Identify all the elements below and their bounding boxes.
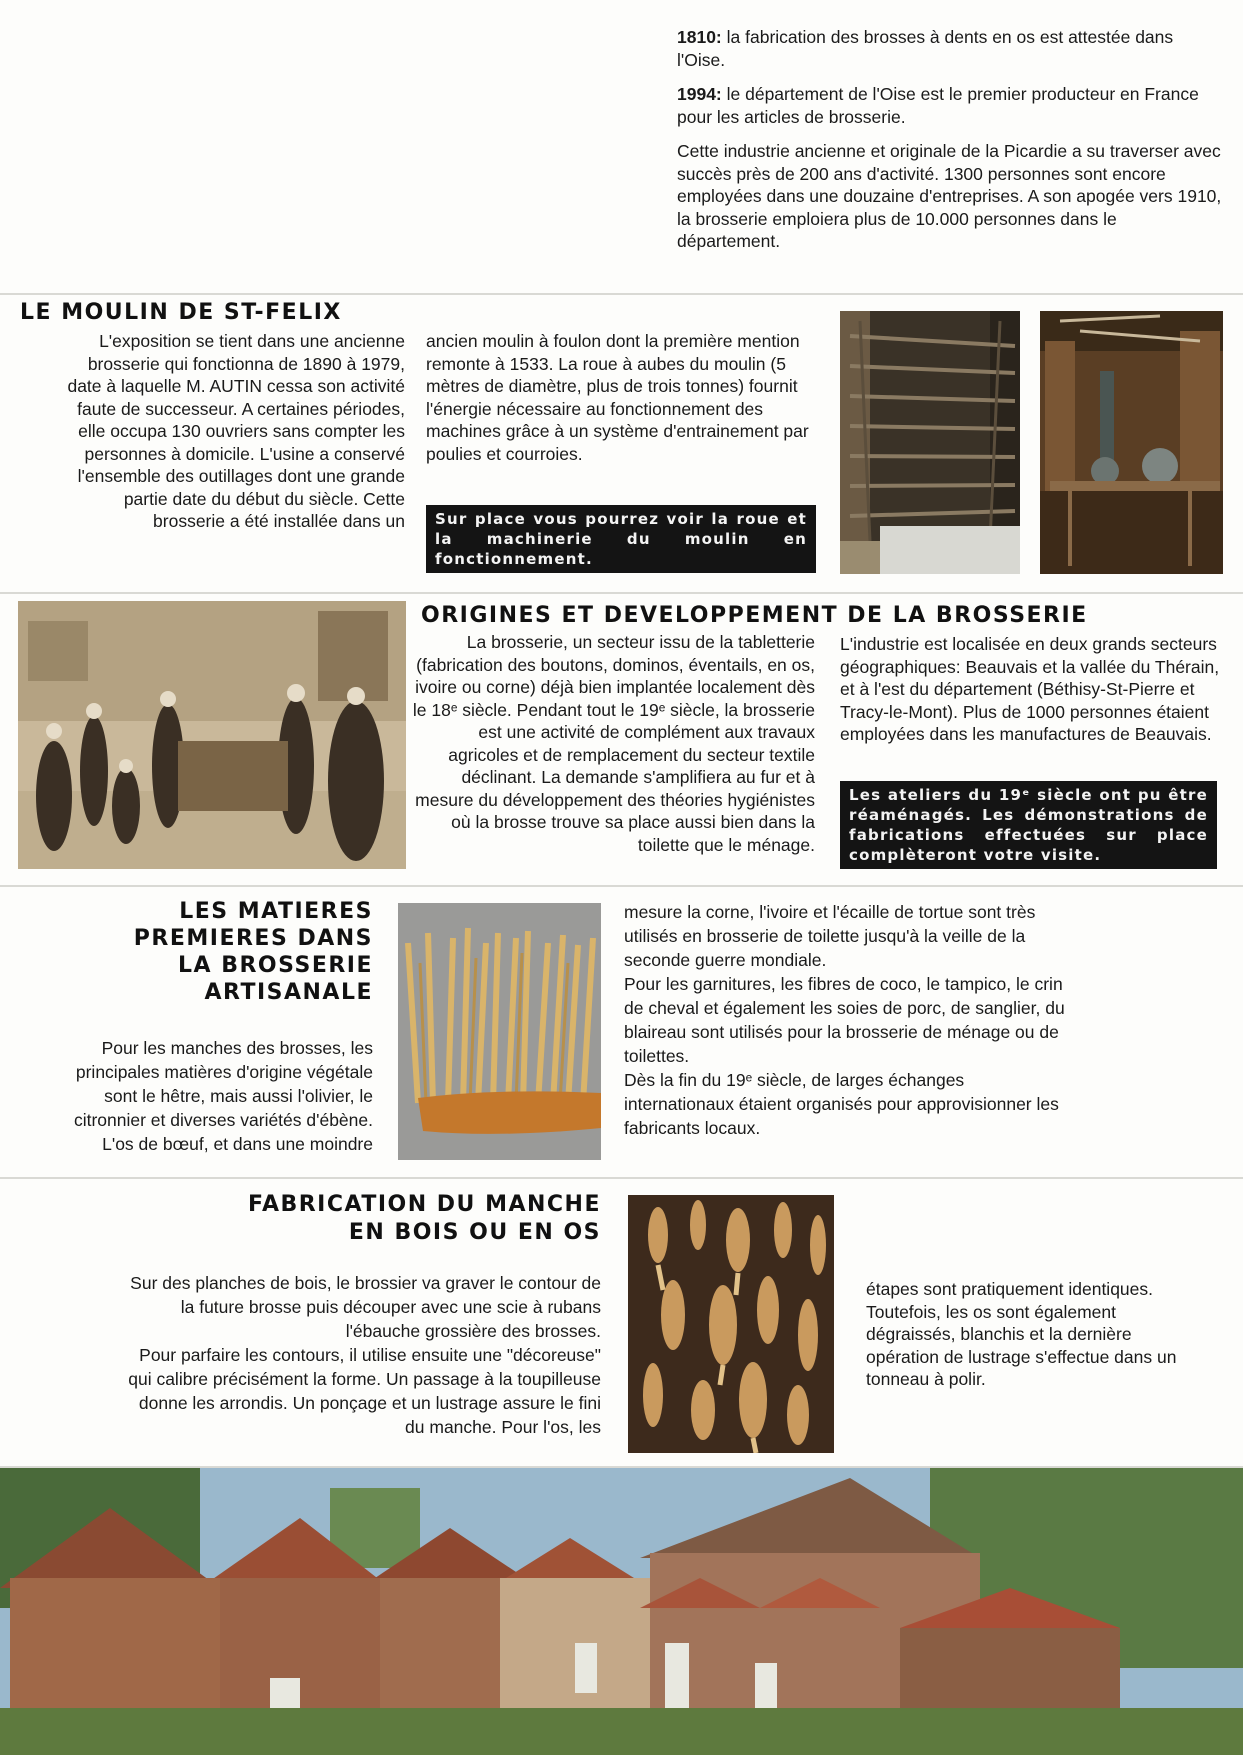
section-title-moulin: LE MOULIN DE ST-FELIX bbox=[20, 300, 342, 325]
intro-text: le département de l'Oise est le premier producteur en France pour les articles de brosserie. bbox=[677, 84, 1199, 127]
year-label: 1994: bbox=[677, 84, 722, 104]
fabrication-column-1 bbox=[115, 1271, 601, 1439]
matieres-paragraph-1: mesure la corne, l'ivoire et l'écaille de tortue sont très utilisés en brosserie de toilette jusqu'à la veille de la seconde guerre mondiale. bbox=[624, 902, 1036, 970]
origines-column-2: L'industrie est localisée en deux grands secteurs géographiques: Beauvais et la vallée du Thérain, et à l'est du département (Béthisy-St-Pierre et Tracy-le-Mont). Plus de 1000 personnes étaient employées dans les manufactures de Beauvais. bbox=[840, 634, 1220, 744]
intro-paragraph-1994 bbox=[677, 83, 1222, 128]
section-title-matieres bbox=[40, 898, 373, 1006]
matieres-paragraph-3: Dès la fin du 19ᵉ siècle, de larges échanges internationaux étaient organisés pour approvisionner les fabricants locaux. bbox=[624, 1070, 1059, 1138]
section-title-origines: ORIGINES ET DEVELOPPEMENT DE LA BROSSERIE bbox=[421, 603, 1088, 628]
fold-line bbox=[0, 1177, 1243, 1179]
fabrication-column-2: étapes sont pratiquement identiques. Toutefois, les os sont également dégraissés, blanchis et la dernière opération de lustrage s'effectue dans un tonneau à polir. bbox=[866, 1279, 1177, 1389]
matieres-column-1: Pour les manches des brosses, les principales matières d'origine végétale sont le hêtre, mais aussi l'olivier, le citronnier et diverses variétés d'ébène. L'os de bœuf, et dans une moindre bbox=[73, 1038, 373, 1154]
title-line: EN BOIS OU EN OS bbox=[348, 1220, 601, 1245]
photo-water-wheel bbox=[840, 311, 1020, 574]
title-line: LES MATIERES bbox=[179, 899, 373, 924]
photo-family-workshop bbox=[18, 601, 406, 869]
intro-paragraph-1810 bbox=[677, 26, 1222, 71]
origines-column-1: La brosserie, un secteur issu de la tabletterie (fabrication des boutons, dominos, éventails, en os, ivoire ou corne) déjà bien implantée localement dès le 18ᵉ siècle. Pendant tout le 19ᵉ siècle, la brosserie est une activité de complément aux travaux agricoles et de remplacement du secteur textile déclinant. La demande s'amplifiera au fur et à mesure du développement des théories hygiénistes où la brosse trouve sa place aussi bien dans la toilette que le ménage. bbox=[412, 632, 815, 855]
fold-line bbox=[0, 293, 1243, 295]
photo-brush-factory-exterior bbox=[0, 1468, 1243, 1755]
fabrication-paragraph-2: Pour parfaire les contours, il utilise ensuite une "décoreuse" qui calibre précisément la forme. Un passage à la toupilleuse donne les arrondis. Un ponçage et un lustrage assure le fini du manche. Pour l'os, les bbox=[128, 1345, 601, 1437]
moulin-column-1: L'exposition se tient dans une ancienne brosserie qui fonctionna de 1890 à 1979, date à laquelle M. AUTIN cessa son activité faute de successeur. A certaines périodes, elle occupa 130 ouvriers sans compter les personnes à domicile. L'usine a conservé l'ensemble des outillages dont une grande partie date du début du siècle. Cette brosserie a été installée dans un bbox=[67, 331, 405, 531]
matieres-column-2 bbox=[624, 900, 1074, 1140]
photo-brush-bristles bbox=[398, 903, 601, 1160]
fold-line bbox=[0, 885, 1243, 887]
moulin-column-2: ancien moulin à foulon dont la première mention remonte à 1533. La roue à aubes du moulin (5 mètres de diamètre, plus de trois tonnes) fournit l'énergie nécessaire au fonctionnement des machines grâce à un système d'entrainement par poulies et courroies. bbox=[426, 331, 809, 464]
moulin-callout: Sur place vous pourrez voir la roue et la machinerie du moulin en fonctionnement. bbox=[426, 505, 816, 573]
title-line: ARTISANALE bbox=[204, 980, 373, 1005]
intro-text: la fabrication des brosses à dents en os est attestée dans l'Oise. bbox=[677, 27, 1174, 70]
fold-line bbox=[0, 592, 1243, 594]
fabrication-paragraph-1: Sur des planches de bois, le brossier va graver le contour de la future brosse puis découper avec une scie à rubans l'ébauche grossière des brosses. bbox=[130, 1273, 601, 1341]
year-label: 1810: bbox=[677, 27, 722, 47]
section-title-fabrication bbox=[130, 1191, 601, 1247]
title-line: PREMIERES DANS bbox=[133, 926, 373, 951]
photo-wooden-handles bbox=[628, 1195, 834, 1453]
title-line: FABRICATION DU MANCHE bbox=[247, 1192, 601, 1217]
title-line: LA BROSSERIE bbox=[178, 953, 373, 978]
matieres-paragraph-2: Pour les garnitures, les fibres de coco, le tampico, le crin de cheval et également les soies de porc, de sanglier, du blaireau sont utilisés pour la brosserie de ménage ou de toilettes. bbox=[624, 974, 1065, 1066]
origines-callout: Les ateliers du 19ᵉ siècle ont pu être réaménagés. Les démonstrations de fabrications effectuées sur place complèteront votre visite. bbox=[840, 781, 1217, 869]
photo-workshop-machinery bbox=[1040, 311, 1223, 574]
intro-section bbox=[677, 26, 1222, 265]
intro-paragraph-industry: Cette industrie ancienne et originale de la Picardie a su traverser avec succès près de 200 ans d'activité. 1300 personnes sont encore employées dans une douzaine d'entreprises. A son apogée vers 1910, la brosserie emploiera plus de 10.000 personnes dans le département. bbox=[677, 141, 1222, 251]
